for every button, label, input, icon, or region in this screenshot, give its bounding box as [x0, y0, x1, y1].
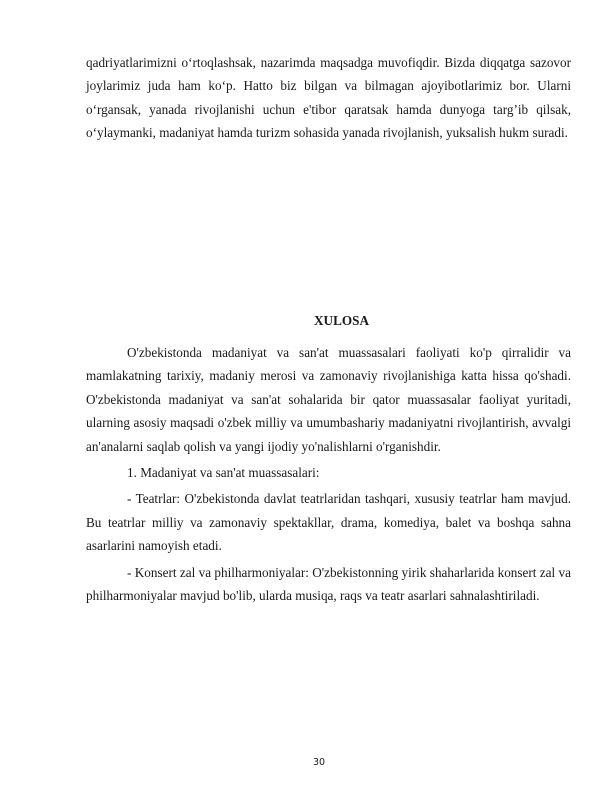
body-paragraph: qadriyatlarimizni o‘rtoqlashsak, nazarimda maqsadga muvofiqdir. Bizda diqqatga sazovor joylarimiz juda ham ko‘p. Hatto biz bilgan va bilmagan ajoyibotlarimiz bor. Ularni o‘rgansak, yanada rivojlanishi uchun e'tibor qaratsak hamda dunyoga targ’ib qilsak, o‘ylaymanki, madaniyat hamda turizm sohasida yanada rivojlanish, yuksalish hukm suradi. — [86, 55, 571, 141]
top-section — [86, 51, 571, 145]
list-heading: 1. Madaniyat va san'at muassasalari: — [127, 465, 320, 481]
section-heading: XULOSA — [314, 313, 369, 328]
conclusion-section — [86, 341, 571, 607]
page-number: 30 — [312, 757, 326, 768]
body-paragraph: O'zbekistonda madaniyat va san'at muassasalari faoliyati ko'p qirralidir va mamlakatning tarixiy, madaniy merosi va zamonaviy rivojlanishiga katta hissa qo'shadi. O'zbekistonda madaniyat va san'at sohalarida bir qator muassasalar faoliyat yuritadi, ularning asosiy maqsadi o'zbek milliy va umumbashariy madaniyatni rivojlantirish, avvalgi an'analarni saqlab qolish va yangi ijodiy yo'nalishlarni o'rganishdir. — [86, 345, 571, 454]
list-item: - Konsert zal va philharmoniyalar: O'zbekistonning yirik shaharlarida konsert zal va philharmoniyalar mavjud bo'lib, ularda musiqa, raqs va teatr asarlari sahnalashtiriladi. — [86, 564, 571, 604]
list-item: - Teatrlar: O'zbekistonda davlat teatrlaridan tashqari, xususiy teatrlar ham mavjud. Bu teatrlar milliy va zamonaviy spektakllar, drama, komediya, balet va boshqa sahna asarlarini namoyish etadi. — [86, 491, 571, 554]
